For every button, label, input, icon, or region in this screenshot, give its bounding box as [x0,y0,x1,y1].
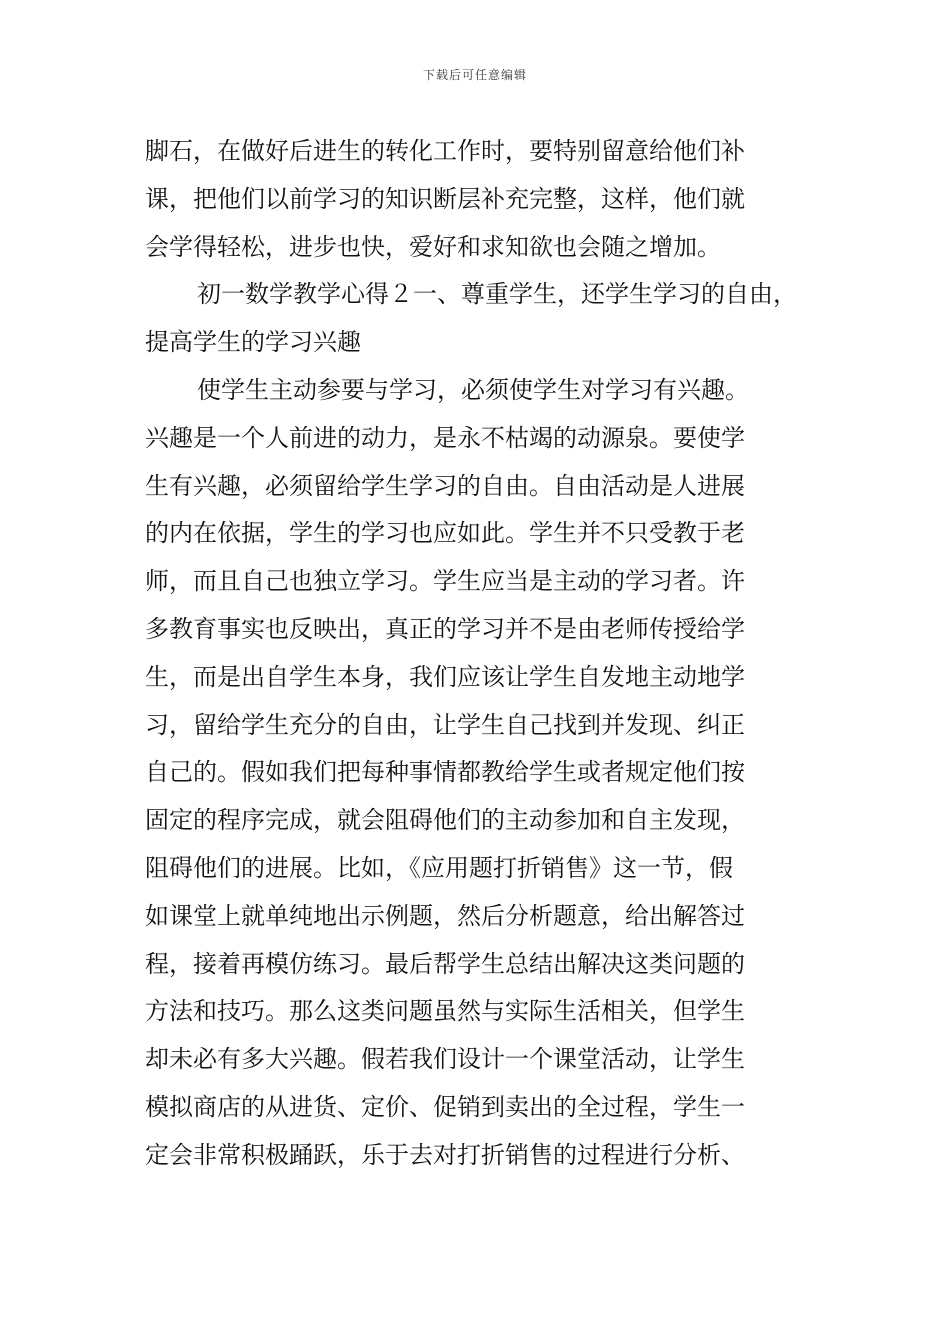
body-text [145,128,810,1180]
text-line: 生，而是出自学生本身，我们应该让学生自发地主动地学 [145,662,745,691]
text-line: 兴趣是一个人前进的动力，是永不枯竭的动源泉。要使学 [145,423,745,452]
text-line: 会学得轻松，进步也快，爱好和求知欲也会随之增加。 [145,232,721,261]
text-line: 阻碍他们的进展。比如，《应用题打折销售》这一节，假 [145,853,733,882]
text-line: 程，接着再模仿练习。最后帮学生总结出解决这类问题的 [145,949,745,978]
text-line: 固定的程序完成，就会阻碍他们的主动参加和自主发现， [145,806,745,835]
text-line: 多教育事实也反映出，真正的学习并不是由老师传授给学 [145,614,745,643]
text-line: 自己的。假如我们把每种事情都教给学生或者规定他们按 [145,758,745,787]
text-line: 如课堂上就单纯地出示例题，然后分析题意，给出解答过 [145,901,745,930]
text-line: 定会非常积极踊跃，乐于去对打折销售的过程进行分析、 [145,1140,745,1169]
text-line: 方法和技巧。那么这类问题虽然与实际生活相关，但学生 [145,997,745,1026]
header-note: 下载后可任意编辑 [422,68,527,82]
text-line: 生有兴趣，必须留给学生学习的自由。自由活动是人进展 [145,471,745,500]
text-line: 师，而且自己也独立学习。学生应当是主动的学习者。许 [145,567,745,596]
text-line: 习，留给学生充分的自由，让学生自己找到并发现、纠正 [145,710,745,739]
section-heading-line: 提高学生的学习兴趣 [145,328,361,357]
section-heading-line: 初一数学教学心得２一、尊重学生，还学生学习的自由， [197,280,797,309]
paragraph-start-line: 使学生主动参要与学习，必须使学生对学习有兴趣。 [197,375,749,404]
text-line: 的内在依据，学生的学习也应如此。学生并不只受教于老 [145,519,745,548]
text-line: 却未必有多大兴趣。假若我们设计一个课堂活动，让学生 [145,1045,745,1074]
text-line: 课，把他们以前学习的知识断层补充完整，这样，他们就 [145,184,745,213]
text-line: 脚石，在做好后进生的转化工作时，要特别留意给他们补 [145,137,745,165]
text-line: 模拟商店的从进货、定价、促销到卖出的全过程，学生一 [145,1092,745,1121]
